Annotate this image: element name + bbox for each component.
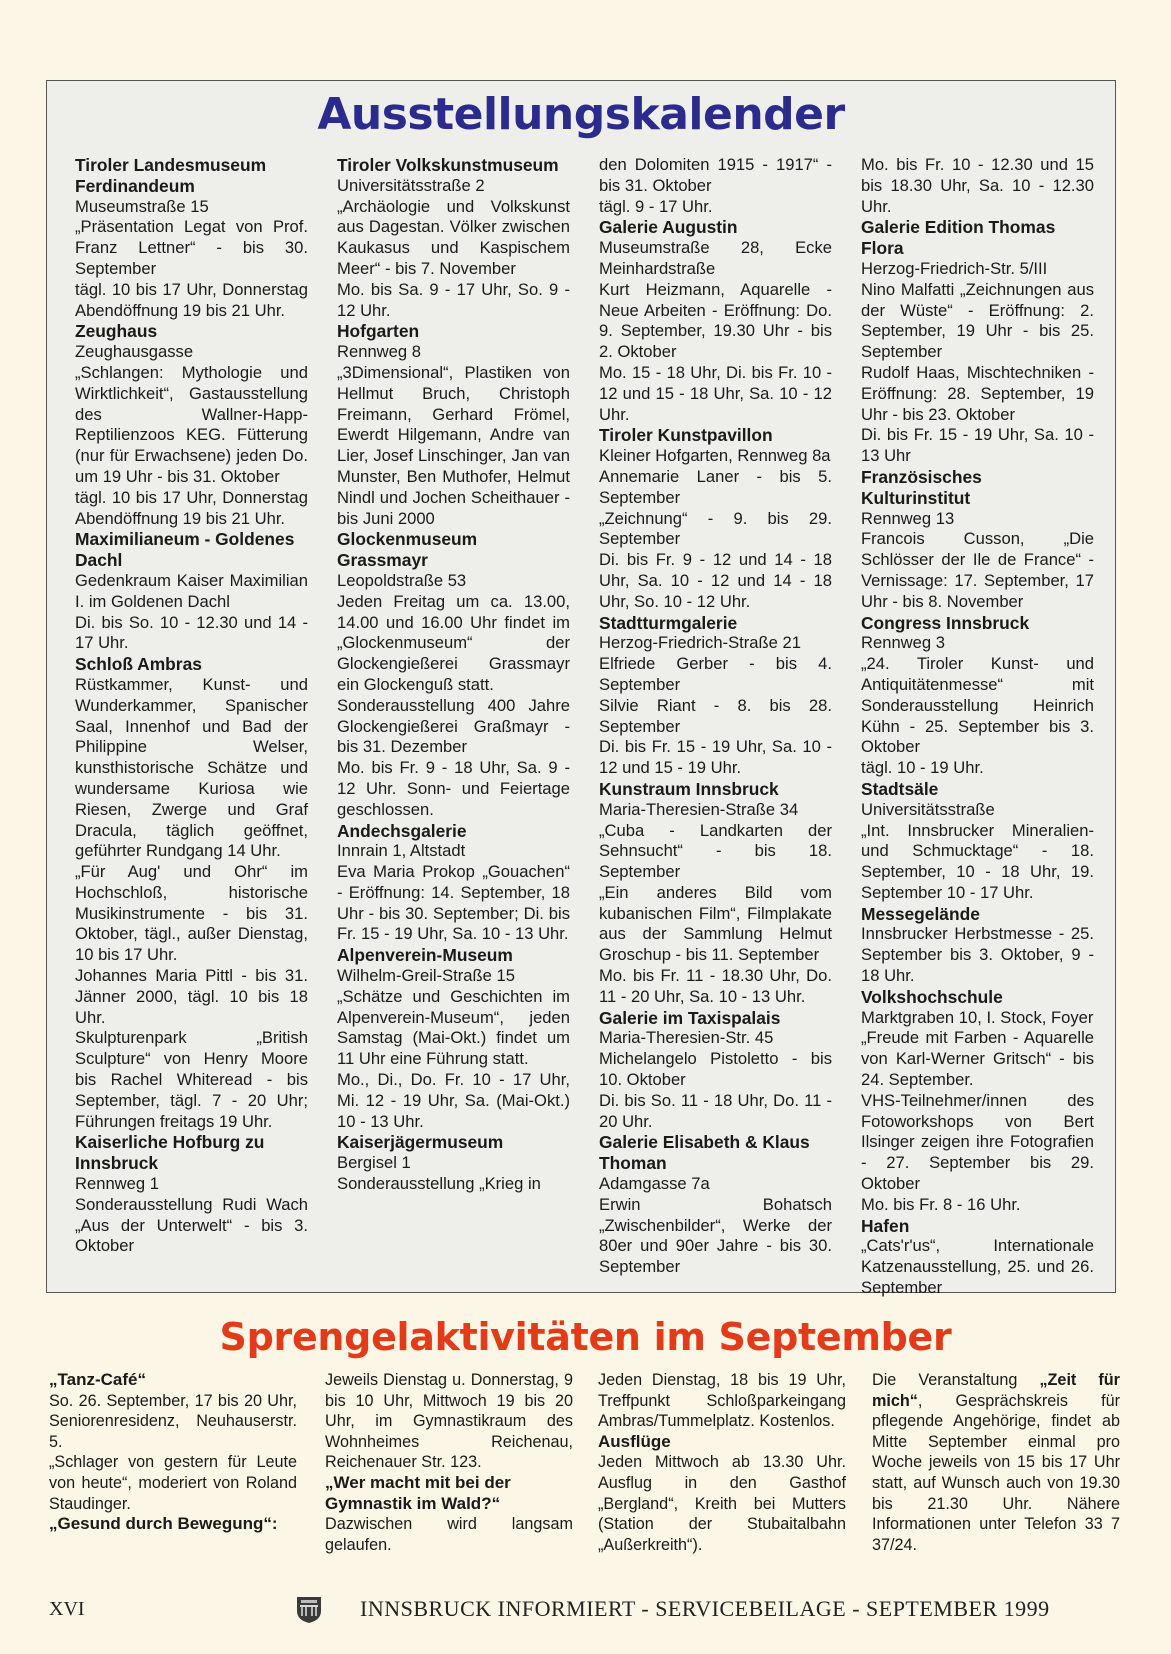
venue-name: Galerie Augustin bbox=[599, 217, 738, 238]
event-text: Jeden Mittwoch ab 13.30 Uhr. Ausflug in den Gasthof „Bergland“, Kreith bei Mutters (Station der Stubaitalbahn „Außerkreith“). bbox=[598, 1453, 846, 1554]
venue-name: Galerie Edition Thomas Flora bbox=[861, 217, 1056, 259]
venue-name: Alpenverein-Museum bbox=[337, 945, 513, 966]
event-heading: „Gesund durch Bewegung“: bbox=[49, 1514, 278, 1534]
venue-name: Kaiserjägermuseum bbox=[337, 1132, 504, 1153]
venue-name: Tiroler Volkskunstmuseum bbox=[337, 155, 559, 175]
event-text-lead: Die Veranstaltung bbox=[872, 1371, 1040, 1389]
venue-details: den Dolomiten 1915 - 1917“ - bis 31. Oktober tägl. 9 - 17 Uhr. bbox=[599, 155, 832, 216]
calendar-entry bbox=[75, 529, 308, 654]
venue-name: Kunstraum Innsbruck bbox=[599, 778, 779, 799]
calendar-entry bbox=[599, 155, 832, 217]
venue-name: Tiroler Kunstpavillon bbox=[599, 425, 773, 446]
innsbruck-crest-icon bbox=[296, 1596, 322, 1624]
page-footer bbox=[0, 1596, 1171, 1626]
venue-details: Wilhelm-Greil-Straße 15 „Schätze und Geschichten im Alpenverein-Museum“, jeden Samstag (Mai-Okt.) findet um 11 Uhr eine Führung statt. Mo., Di., Do. Fr. 10 - 17 Uhr, Mi. 12 - 19 Uhr, Sa. (Mai-Okt.) 10 - 13 Uhr. bbox=[337, 966, 570, 1131]
venue-details: Gedenkraum Kaiser Maximilian I. im Goldenen Dachl Di. bis So. 10 - 12.30 und 14 - 17 Uhr. bbox=[75, 570, 308, 653]
calendar-entry bbox=[861, 1216, 1094, 1299]
venue-details: „Cats'r'us“, Internationale Katzenausstellung, 25. und 26. September bbox=[861, 1236, 1094, 1298]
calendar-entry bbox=[599, 779, 832, 1008]
sprengel-column-2 bbox=[325, 1370, 573, 1555]
venue-details: Herzog-Friedrich-Straße 21 Elfriede Gerber - bis 4. September Silvie Riant - 8. bis 28. September Di. bis Fr. 15 - 19 Uhr, Sa. 10 - 12 und 15 - 19 Uhr. bbox=[599, 633, 832, 778]
calendar-entry bbox=[861, 155, 1094, 217]
calendar-entry bbox=[599, 1132, 832, 1278]
venue-details: Adamgasse 7a Erwin Bohatsch „Zwischenbilder“, Werke der 80er und 90er Jahre - bis 30. September bbox=[599, 1174, 832, 1277]
venue-details: Rennweg 3 „24. Tiroler Kunst- und Antiquitätenmesse“ mit Sonderausstellung Heinrich Kühn - 25. September bis 3. Oktober tägl. 10 - 19 Uhr. bbox=[861, 633, 1094, 778]
sprengel-column-4 bbox=[872, 1370, 1120, 1555]
page-number: XVI bbox=[49, 1598, 85, 1620]
calendar-column-3 bbox=[599, 155, 832, 1278]
event-heading: „Wer macht mit bei der Gymnastik im Wald?“ bbox=[325, 1472, 511, 1513]
calendar-column-2 bbox=[337, 155, 570, 1195]
calendar-entry bbox=[861, 467, 1094, 613]
calendar-entry bbox=[337, 155, 570, 321]
calendar-entry bbox=[337, 1132, 570, 1194]
sprengel-column-1 bbox=[49, 1370, 297, 1535]
calendar-entry bbox=[75, 654, 308, 1132]
calendar-entry bbox=[861, 613, 1094, 779]
venue-details: Bergisel 1 Sonderausstellung „Krieg in bbox=[337, 1153, 541, 1194]
event-text: „Schlager von gestern für Leute von heute“, moderiert von Roland Staudinger. bbox=[49, 1453, 297, 1513]
venue-name: Galerie im Taxispalais bbox=[599, 1007, 781, 1028]
calendar-entry bbox=[337, 945, 570, 1132]
calendar-entry bbox=[75, 321, 308, 529]
venue-name: Maximilianeum - Goldenes Dachl bbox=[75, 529, 295, 571]
calendar-entry bbox=[75, 155, 308, 321]
calendar-entry bbox=[861, 217, 1094, 467]
venue-details: Rüstkammer, Kunst- und Wunderkammer, Spanischer Saal, Innenhof und Bad der Philippine Welser, kunsthistorische Schätze und wundersame Kuriosa wie Riesen, Zwerge und Graf Dracula, täglich geöffnet, geführter Rundgang 14 Uhr. „Für Aug' und Ohr“ im Hochschloß, historische Musikinstrumente - bis 31. Oktober, tägl., außer Dienstag, 10 bis 17 Uhr. Johannes Maria Pittl - bis 31. Jänner 2000, tägl. 10 bis 18 Uhr. Skulpturenpark „British Sculpture“ von Henry Moore bis Rachel Whiteread - bis September, tägl. 7 - 20 Uhr; Führungen freitags 19 Uhr. bbox=[75, 674, 308, 1131]
venue-name: Volkshochschule bbox=[861, 986, 1003, 1007]
venue-details: Mo. bis Fr. 10 - 12.30 und 15 bis 18.30 Uhr, Sa. 10 - 12.30 Uhr. bbox=[861, 155, 1094, 216]
event-text: Jeweils Dienstag u. Donnerstag, 9 bis 10 Uhr, Mittwoch 19 bis 20 Uhr, im Gymnastikraum des Wohnheimes Reichenau, Reichenauer Str. 123. bbox=[325, 1371, 573, 1472]
exhibition-calendar bbox=[46, 80, 1116, 1298]
venue-name: Zeughaus bbox=[75, 321, 158, 342]
calendar-entry bbox=[861, 987, 1094, 1216]
sprengel-column-3 bbox=[598, 1370, 846, 1555]
venue-details: Rennweg 13 Francois Cusson, „Die Schlösser der Ile de France“ - Vernissage: 17. September, 17 Uhr - bis 8. November bbox=[861, 508, 1094, 611]
event-text: Jeden Dienstag, 18 bis 19 Uhr, Treffpunkt Schloßparkeingang Ambras/Tummelplatz. Kostenlos. bbox=[598, 1371, 846, 1431]
venue-name: Hafen bbox=[861, 1215, 910, 1236]
calendar-entry bbox=[337, 321, 570, 529]
venue-details: Kleiner Hofgarten, Rennweg 8a Annemarie Laner - bis 5. September „Zeichnung“ - 9. bis 29. September Di. bis Fr. 9 - 12 und 14 - 18 Uhr, Sa. 10 - 12 und 14 - 18 Uhr, So. 10 - 12 Uhr. bbox=[599, 446, 832, 611]
venue-details: Marktgraben 10, I. Stock, Foyer „Freude mit Farben - Aquarelle von Karl-Werner Gritsch“ - bis 24. September. VHS-Teilnehmer/innen des Fotoworkshops von Bert Ilsinger zeigen ihre Fotografien - 27. September bis 29. Oktober Mo. bis Fr. 8 - 16 Uhr. bbox=[861, 1007, 1094, 1214]
venue-details: Maria-Theresien-Straße 34 „Cuba - Landkarten der Sehnsucht“ - bis 18. September „Ein anderes Bild vom kubanischen Film“, Filmplakate aus der Sammlung Helmut Groschup - bis 11. September Mo. bis Fr. 11 - 18.30 Uhr, Do. 11 - 20 Uhr, Sa. 10 - 13 Uhr. bbox=[599, 799, 832, 1006]
calendar-entry bbox=[75, 1132, 308, 1257]
calendar-entry bbox=[599, 425, 832, 612]
venue-details: Maria-Theresien-Str. 45 Michelangelo Pistoletto - bis 10. Oktober Di. bis So. 11 - 18 Uhr, Do. 11 - 20 Uhr. bbox=[599, 1028, 832, 1131]
event-heading: „Tanz-Café“ bbox=[49, 1370, 146, 1389]
venue-name: Congress Innsbruck bbox=[861, 612, 1030, 633]
calendar-entry bbox=[599, 613, 832, 779]
venue-name: Glockenmuseum Grassmayr bbox=[337, 529, 478, 571]
venue-name: Französisches Kulturinstitut bbox=[861, 466, 982, 508]
venue-details: Rennweg 8 „3Dimensional“, Plastiken von Hellmut Bruch, Christoph Freimann, Gerhard Frömel, Ewerdt Hilgemann, Andre van Lier, Josef Linschinger, Jan van Munster, Ben Muthofer, Helmut Nindl und Jochen Scheithauer - bis Juni 2000 bbox=[337, 342, 570, 528]
calendar-entry bbox=[599, 217, 832, 425]
venue-name: Tiroler Landesmuseum Ferdinandeum bbox=[75, 155, 267, 196]
venue-details: Museumstraße 28, Ecke Meinhardstraße Kurt Heizmann, Aquarelle - Neue Arbeiten - Eröffnung: Do. 9. September, 19.30 Uhr - bis 2. Oktober Mo. 15 - 18 Uhr, Di. bis Fr. 10 - 12 und 15 - 18 Uhr, Sa. 10 - 12 Uhr. bbox=[599, 238, 832, 424]
event-text-rest: , Gesprächskreis für pflegende Angehörige, findet ab Mitte September einmal pro Woche jeweils von 15 bis 17 Uhr statt, auf Wunsch auch von 19.30 bis 21.30 Uhr. Nähere Informationen unter Telefon 33 7 37/24. bbox=[872, 1391, 1120, 1554]
venue-name: Andechsgalerie bbox=[337, 820, 467, 841]
venue-details: Herzog-Friedrich-Str. 5/III Nino Malfatti „Zeichnungen aus der Wüste“ - Eröffnung: 2. September, 19 Uhr - bis 25. September Rudolf Haas, Mischtechniken - Eröffnung: 28. September, 19 Uhr - bis 23. Oktober Di. bis Fr. 15 - 19 Uhr, Sa. 10 - 13 Uhr bbox=[861, 258, 1094, 466]
venue-name: Stadtturmgalerie bbox=[599, 612, 738, 633]
footer-text: INNSBRUCK INFORMIERT - SERVICEBEILAGE - SEPTEMBER 1999 bbox=[360, 1596, 1050, 1621]
calendar-column-1 bbox=[75, 155, 308, 1257]
venue-details: Leopoldstraße 53 Jeden Freitag um ca. 13.00, 14.00 und 16.00 Uhr findet im „Glockenmuseum“ der Glockengießerei Grassmayr ein Glockenguß statt. Sonderausstellung 400 Jahre Glockengießerei Graßmayr - bis 31. Dezember Mo. bis Fr. 9 - 18 Uhr, Sa. 9 - 12 Uhr. Sonn- und Feiertage geschlossen. bbox=[337, 570, 570, 819]
venue-name: Hofgarten bbox=[337, 321, 420, 342]
calendar-entry bbox=[337, 821, 570, 946]
venue-name: Messegelände bbox=[861, 903, 980, 924]
calendar-title: Ausstellungskalender bbox=[317, 89, 845, 140]
venue-name: Galerie Elisabeth & Klaus Thoman bbox=[599, 1132, 810, 1174]
event-heading: Ausflüge bbox=[598, 1431, 671, 1451]
venue-details: Rennweg 1 Sonderausstellung Rudi Wach „Aus der Unterwelt“ - bis 3. Oktober bbox=[75, 1174, 308, 1256]
event-title-bold: „Zeit für mich“ bbox=[872, 1371, 1120, 1410]
event-text: Dazwischen wird langsam gelaufen. bbox=[325, 1515, 573, 1554]
venue-details: Zeughausgasse „Schlangen: Mythologie und Wirktlichkeit“, Gastausstellung des Wallner-Happ-Reptilienzoos KEG. Fütterung (nur für Erwachsene) jeden Do. um 19 Uhr - bis 31. Oktober tägl. 10 bis 17 Uhr, Donnerstag Abendöffnung 19 bis 21 Uhr. bbox=[75, 342, 308, 528]
calendar-entry bbox=[861, 779, 1094, 904]
venue-name: Stadtsäle bbox=[861, 778, 939, 799]
venue-details: Innsbrucker Herbstmesse - 25. September bis 3. Oktober, 9 - 18 Uhr. bbox=[861, 924, 1094, 986]
venue-name: Schloß Ambras bbox=[75, 654, 202, 675]
venue-details: Universitätsstraße 2 „Archäologie und Volkskunst aus Dagestan. Völker zwischen Kaukasus und Kaspischem Meer“ - bis 7. November Mo. bis Sa. 9 - 17 Uhr, So. 9 - 12 Uhr. bbox=[337, 175, 570, 320]
venue-name: Kaiserliche Hofburg zu Innsbruck bbox=[75, 1132, 265, 1174]
calendar-entry bbox=[337, 529, 570, 820]
venue-details: Museumstraße 15 „Präsentation Legat von Prof. Franz Lettner“ - bis 30. September tägl. 10 bis 17 Uhr, Donnerstag Abendöffnung 19 bis 21 Uhr. bbox=[75, 196, 308, 320]
venue-details: Universitätsstraße „Int. Innsbrucker Mineralien- und Schmucktage“ - 18. September, 10 - 18 Uhr, 19. September 10 - 17 Uhr. bbox=[861, 799, 1094, 902]
calendar-column-4 bbox=[861, 155, 1094, 1299]
calendar-entry bbox=[599, 1008, 832, 1133]
event-text bbox=[872, 1370, 1120, 1555]
venue-details: Innrain 1, Altstadt Eva Maria Prokop „Gouachen“ - Eröffnung: 14. September, 18 Uhr - bis 30. September; Di. bis Fr. 15 - 19 Uhr, Sa. 10 - 13 Uhr. bbox=[337, 841, 570, 944]
sprengel-title: Sprengelaktivitäten im September bbox=[219, 1315, 952, 1359]
calendar-entry bbox=[861, 904, 1094, 987]
event-text: So. 26. September, 17 bis 20 Uhr, Seniorenresidenz, Neuhauserstr. 5. bbox=[49, 1391, 297, 1451]
